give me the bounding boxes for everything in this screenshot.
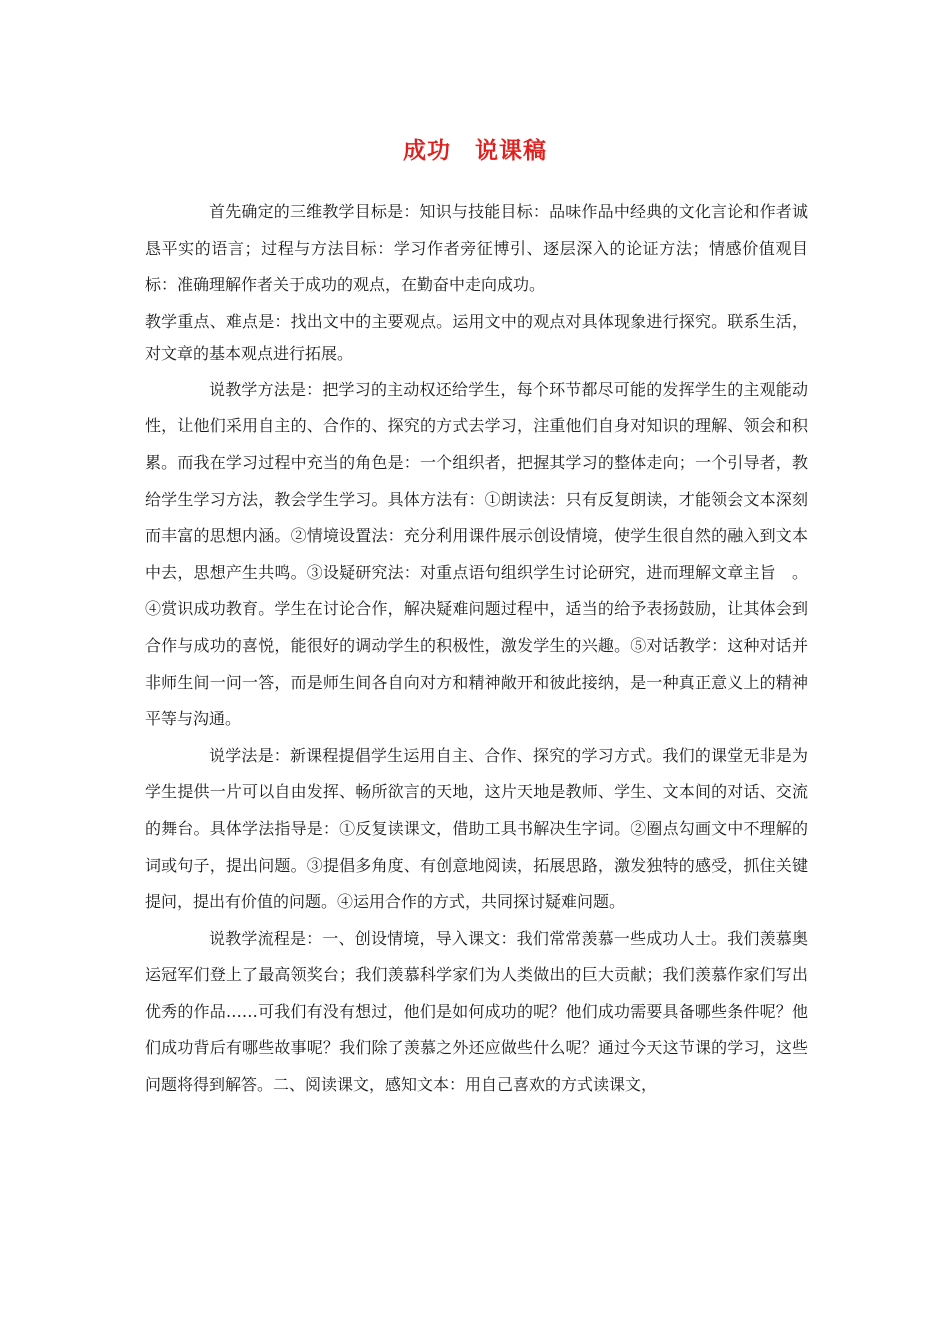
- paragraph-teaching-process: 说教学流程是：一、创设情境，导入课文：我们常常羡慕一些成功人士。我们羡慕奥运冠军们登上了最高领奖台；我们羡慕科学家们为人类做出的巨大贡献；我们羡慕作家们写出优秀的作品……可我们有没有想过，他们是如何成功的呢？他们成功需要具备哪些条件呢？他们成功背后有哪些故事呢？我们除了羡慕之外还应做些什么呢？通过今天这节课的学习，这些问题将得到解答。二、阅读课文，感知文本：用自己喜欢的方式读课文，: [145, 928, 808, 1095]
- document-body: [145, 194, 808, 1104]
- paragraph-learning-methods: 说学法是：新课程提倡学生运用自主、合作、探究的学习方式。我们的课堂无非是为学生提供一片可以自由发挥、畅所欲言的天地，这片天地是教师、学生、文本间的对话、交流的舞台。具体学法指导是：①反复读课文，借助工具书解决生字词。②圈点勾画文中不理解的词或句子，提出问题。③提倡多角度、有创意地阅读，拓展思路，激发独特的感受，抓住关键提问，提出有价值的问题。④运用合作的方式，共同探讨疑难问题。: [145, 745, 808, 912]
- document-title: 成功 说课稿: [403, 137, 547, 164]
- paragraph-teaching-objectives: 首先确定的三维教学目标是：知识与技能目标：品味作品中经典的文化言论和作者诚恳平实的语言；过程与方法目标：学习作者旁征博引、逐层深入的论证方法；情感价值观目标：准确理解作者关于成功的观点，在勤奋中走向成功。: [145, 202, 808, 295]
- paragraph-teaching-methods: 说教学方法是：把学习的主动权还给学生，每个环节都尽可能的发挥学生的主观能动性，让他们采用自主的、合作的、探究的方式去学习，注重他们自身对知识的理解、领会和积累。而我在学习过程中充当的角色是：一个组织者，把握其学习的整体走向；一个引导者，教给学生学习方法，教会学生学习。具体方法有：①朗读法：只有反复朗读，才能领会文本深刻而丰富的思想内涵。②情境设置法：充分利用课件展示创设情境，使学生很自然的融入到文本中去，思想产生共鸣。③设疑研究法：对重点语句组织学生讨论研究，进而理解文章主旨 。④赏识成功教育。学生在讨论合作，解决疑难问题过程中，适当的给予表扬鼓励，让其体会到合作与成功的喜悦，能很好的调动学生的积极性，激发学生的兴趣。⑤对话教学：这种对话并非师生间一问一答，而是师生间各自向对方和精神敞开和彼此接纳，是一种真正意义上的精神平等与沟通。: [145, 379, 808, 729]
- paragraph-key-points: 教学重点、难点是：找出文中的主要观点。运用文中的观点对具体现象进行探究。联系生活，对文章的基本观点进行拓展。: [145, 311, 808, 363]
